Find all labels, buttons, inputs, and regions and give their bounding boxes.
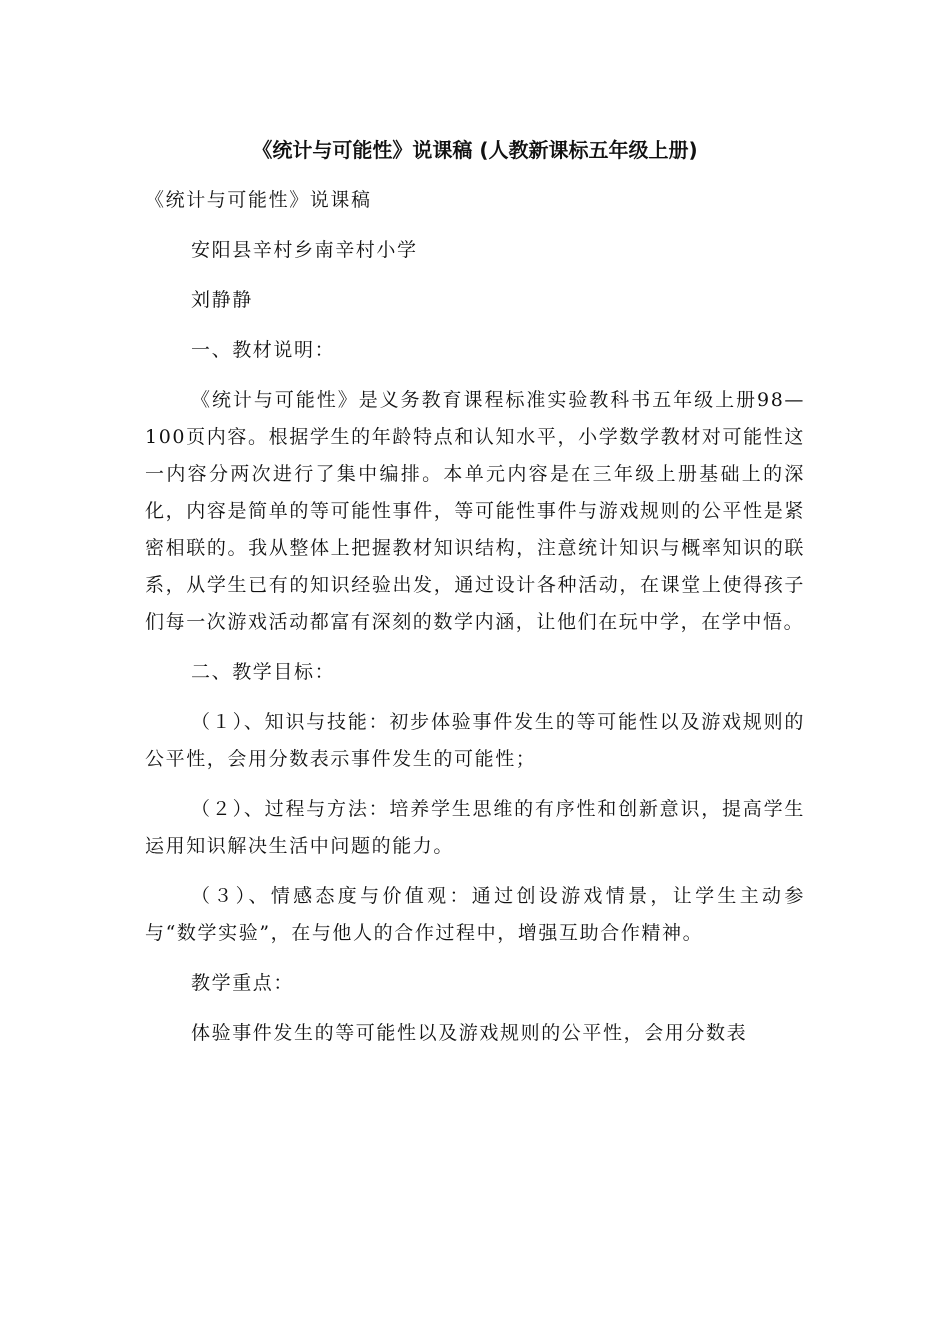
paragraph-heading-title: 《统计与可能性》说课稿: [145, 189, 372, 211]
section-heading-key-points: 教学重点：: [191, 972, 295, 994]
paragraph-key-points: 体验事件发生的等可能性以及游戏规则的公平性，会用分数表: [191, 1022, 748, 1044]
paragraph-materials-description: 《统计与可能性》是义务教育课程标准实验教科书五年级上册98—100页内容。根据学生的年龄特点和认知水平，小学数学教材对可能性这一内容分两次进行了集中编排。本单元内容是在三年级上册基础上的深化，内容是简单的等可能性事件，等可能性事件与游戏规则的公平性是紧密相联的。我从整体上把握教材知识结构，注意统计知识与概率知识的联系，从学生已有的知识经验出发，通过设计各种活动，在课堂上使得孩子们每一次游戏活动都富有深刻的数学内涵，让他们在玩中学，在学中悟。: [145, 389, 805, 633]
paragraph-objective-1: （１）、知识与技能：初步体验事件发生的等可能性以及游戏规则的公平性，会用分数表示事件发生的可能性；: [145, 711, 805, 770]
document-body: [145, 182, 805, 1065]
document-title: 《统计与可能性》说课稿 (人教新课标五年级上册): [252, 138, 698, 162]
section-heading-objectives: 二、教学目标：: [191, 661, 336, 683]
paragraph-objective-2: （２）、过程与方法：培养学生思维的有序性和创新意识，提高学生运用知识解决生活中问题的能力。: [145, 798, 805, 857]
section-heading-materials: 一、教材说明：: [191, 339, 336, 361]
paragraph-objective-3: （３）、情感态度与价值观：通过创设游戏情景，让学生主动参与“数学实验”，在与他人的合作过程中，增强互助合作精神。: [145, 885, 805, 944]
paragraph-author: 刘静静: [191, 289, 253, 311]
paragraph-school: 安阳县辛村乡南辛村小学: [191, 239, 418, 261]
